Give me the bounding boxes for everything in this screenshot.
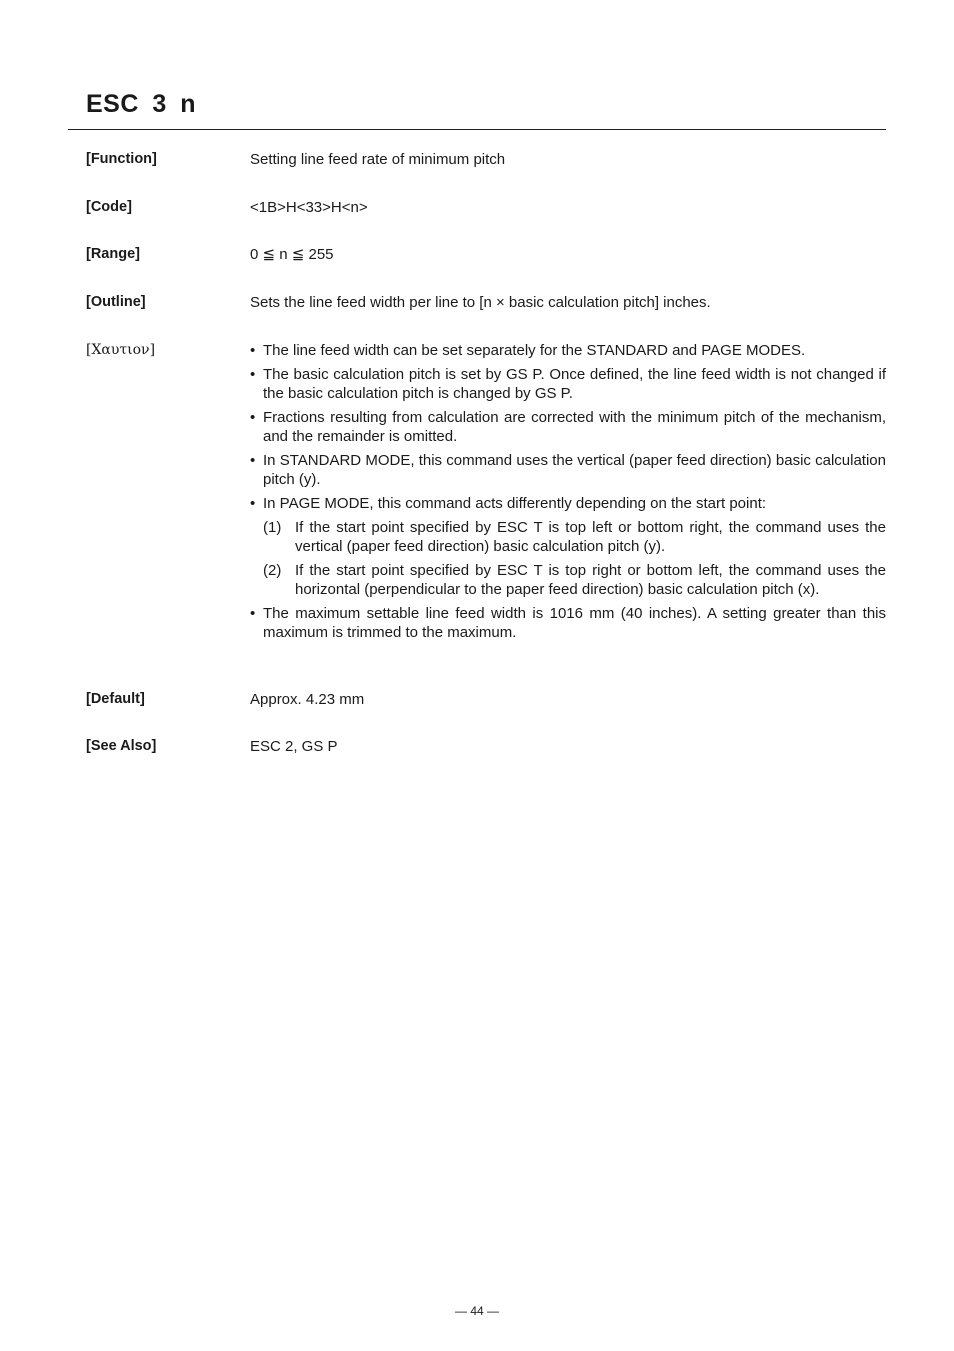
bullet-icon: • xyxy=(250,409,256,426)
outline-value: Sets the line feed width per line to [n × basic calculation pitch] inches. xyxy=(250,294,711,311)
bullet-icon: • xyxy=(250,366,256,383)
caution-list xyxy=(250,341,886,647)
see-also-label: [See Also] xyxy=(86,738,157,754)
caution-sub-item xyxy=(250,561,886,599)
bullet-icon: • xyxy=(250,452,256,469)
sub-item-text: If the start point specified by ESC T is top left or bottom right, the command uses the vertical (paper feed direction) basic calculation pitch (y). xyxy=(295,519,886,555)
function-value: Setting line feed rate of minimum pitch xyxy=(250,151,506,168)
code-label: [Code] xyxy=(86,199,132,215)
caution-item xyxy=(250,604,886,642)
caution-item-text: The line feed width can be set separately for the STANDARD and PAGE MODES. xyxy=(263,342,806,359)
page-number: — 44 — xyxy=(454,1304,499,1318)
caution-item xyxy=(250,408,886,446)
bullet-icon: • xyxy=(250,342,256,359)
caution-sub-item xyxy=(250,518,886,556)
page-title: ESC 3 n xyxy=(86,90,196,118)
caution-label: [Χαυτιον] xyxy=(86,342,156,358)
code-value: <1B>H<33>H<n> xyxy=(250,199,368,216)
sub-item-number: (2) xyxy=(263,562,282,579)
default-label: [Default] xyxy=(86,691,145,707)
range-label: [Range] xyxy=(86,246,140,262)
sub-item-number: (1) xyxy=(263,519,282,536)
outline-label: [Outline] xyxy=(86,294,146,310)
caution-item-text: The basic calculation pitch is set by GS P. Once defined, the line feed width is not changed if the basic calculation pitch is changed by GS P. xyxy=(263,366,886,402)
default-value: Approx. 4.23 mm xyxy=(250,691,365,708)
range-value: 0 ≦ n ≦ 255 xyxy=(250,246,334,263)
caution-item xyxy=(250,365,886,403)
sub-item-text: If the start point specified by ESC T is top right or bottom left, the command uses the horizontal (perpendicular to the paper feed direction) basic calculation pitch (x). xyxy=(295,562,886,598)
caution-item xyxy=(250,341,886,360)
see-also-value: ESC 2, GS P xyxy=(250,738,338,755)
caution-item-text: The maximum settable line feed width is 1016 mm (40 inches). A setting greater than this maximum is trimmed to the maximum. xyxy=(263,605,886,641)
caution-item-text: Fractions resulting from calculation are corrected with the minimum pitch of the mechanism, and the remainder is omitted. xyxy=(263,409,886,445)
bullet-icon: • xyxy=(250,605,256,622)
bullet-icon: • xyxy=(250,495,256,512)
title-divider xyxy=(68,129,886,130)
caution-item xyxy=(250,451,886,489)
caution-item-text: In STANDARD MODE, this command uses the vertical (paper feed direction) basic calculation pitch (y). xyxy=(263,452,886,488)
function-label: [Function] xyxy=(86,151,157,167)
caution-item xyxy=(250,494,886,513)
caution-item-text: In PAGE MODE, this command acts differently depending on the start point: xyxy=(263,495,767,512)
